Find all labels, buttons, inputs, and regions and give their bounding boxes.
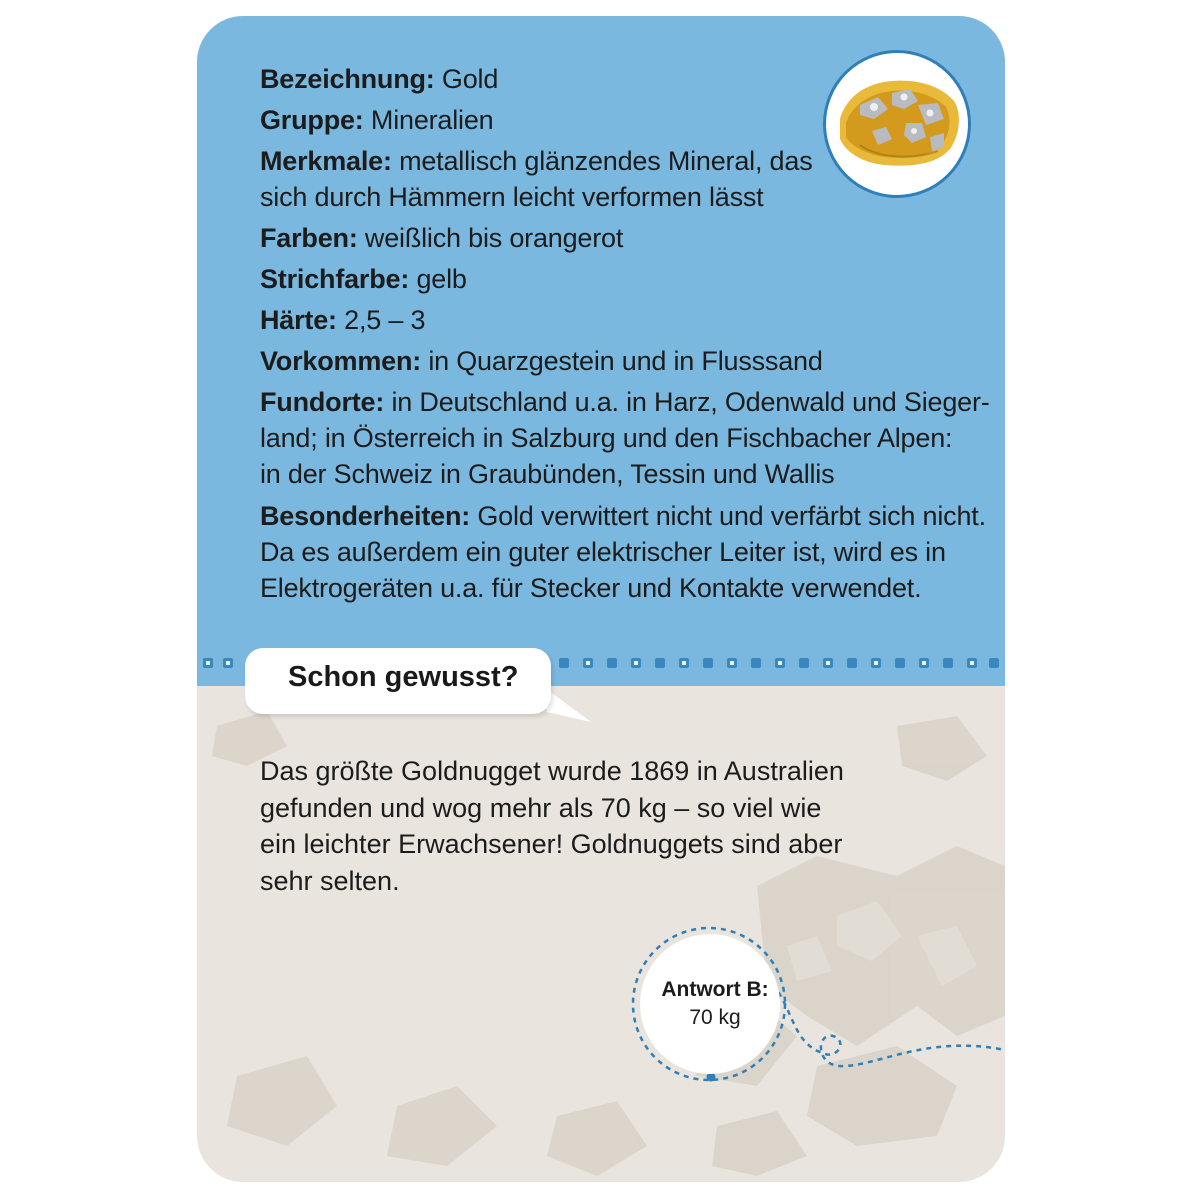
gold-nugget-icon xyxy=(823,50,971,198)
fact-row-hardness: Härte: 2,5 – 3 xyxy=(260,305,426,335)
did-you-know-title: Schon gewusst? xyxy=(288,661,519,693)
fact-row-streak: Strichfarbe: gelb xyxy=(260,264,467,294)
answer-value: 70 kg xyxy=(689,1006,741,1029)
fact-row-locations: Fundorte: in Deutschland u.a. in Harz, Odenwald und Sieger- land; in Österreich in Salzburg und den Fischbacher Alpen: in der Schweiz in Graubünden, Tessin und Wallis xyxy=(260,387,990,489)
did-you-know-text: Das größte Goldnugget wurde 1869 in Australien gefunden und wog mehr als 70 kg – so viel wie ein leichter Erwachsener! Goldnuggets sind aber sehr selten. xyxy=(260,756,844,896)
fact-row-features: Merkmale: metallisch glänzendes Mineral, das sich durch Hämmern leicht verformen lässt xyxy=(260,146,813,212)
fact-row-group: Gruppe: Mineralien xyxy=(260,105,494,135)
fact-card xyxy=(197,16,1005,1182)
answer-circle xyxy=(640,934,780,1074)
fact-row-colors: Farben: weißlich bis orangerot xyxy=(260,223,624,253)
fact-row-occurrence: Vorkommen: in Quarzgestein und in Flusssand xyxy=(260,346,823,376)
fact-row-name: Bezeichnung: Gold xyxy=(260,64,499,94)
answer-label: Antwort B: xyxy=(661,978,769,1001)
fact-row-specials: Besonderheiten: Gold verwittert nicht und verfärbt sich nicht. Da es außerdem ein guter elektrischer Leiter ist, wird es in Elektrogeräten u.a. für Stecker und Kontakte verwendet. xyxy=(260,501,986,603)
